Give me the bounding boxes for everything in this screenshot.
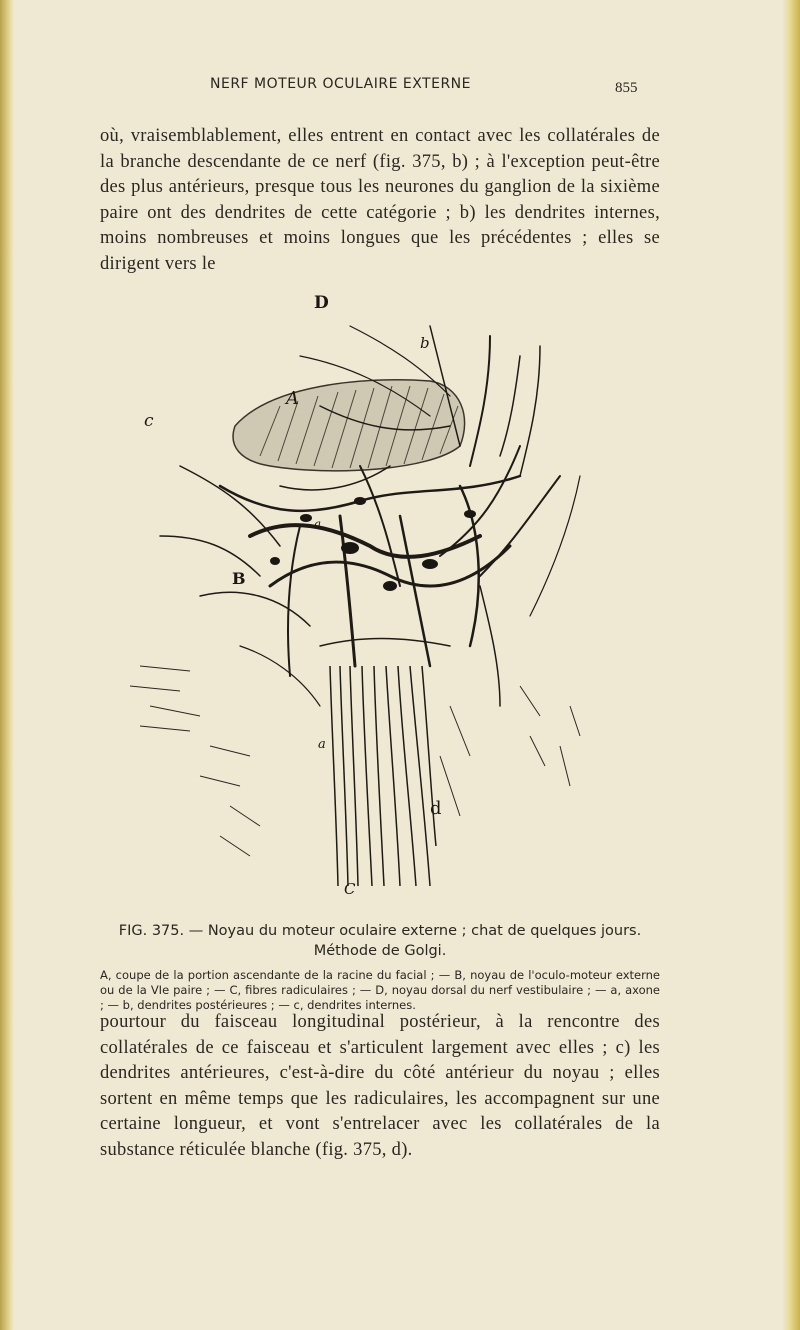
label-D: D [314, 293, 329, 313]
label-d: d [430, 798, 442, 819]
neuron-illustration [100, 286, 660, 906]
golgi-figure [100, 286, 660, 906]
figure-caption-title: FIG. 375. — Noyau du moteur oculaire externe ; chat de quelques jours. Méthode de Golgi. [118, 923, 642, 959]
label-a-upper: a [314, 517, 322, 531]
label-c: c [144, 411, 154, 431]
label-A: A [286, 388, 299, 409]
body-paragraph-bottom: pourtour du faisceau longitudinal postérieur, à la rencontre des collatérales de ce faisceau et s'articulent largement avec elles ; c) les dendrites antérieures, c'est-à-dire du côté antérieur du noyau ; elles sortent en même temps que les radiculaires, les accompagnent sur une certaine longueur, et vont s'entrelacer avec les collatérales de la substance réticulée blanche (fig. 375, d). [100, 1012, 660, 1160]
region-a-outline [233, 380, 465, 471]
reticular-collaterals [130, 666, 580, 856]
body-paragraph-top: où, vraisemblablement, elles entrent en contact avec les collatérales de la branche descendante de ce nerf (fig. 375, b) ; à l'exception peut-être des plus antérieurs, presque tous les neurones du ganglion de la sixième paire ont des dendrites de cette catégorie ; b) les dendrites internes, moins nombreuses et moins longues que les précédentes ; elles se dirigent vers le [100, 126, 660, 274]
figure-caption-legend: A, coupe de la portion ascendante de la racine du facial ; — B, noyau de l'oculo-moteur externe ou de la VIe paire ; — C, fibres radiculaires ; — D, noyau dorsal du nerf vestibulaire ; — a, axone ; — b, dendrites postérieures ; — c, dendrites internes. [100, 968, 660, 1012]
radicular-fibres [330, 666, 436, 886]
label-B: B [232, 569, 246, 588]
label-b: b [420, 334, 430, 352]
label-a-lower: a [318, 737, 326, 752]
label-C: C [344, 880, 356, 898]
page-number: 855 [615, 80, 638, 96]
page-binding-edge [0, 0, 14, 1330]
page-right-edge [782, 0, 800, 1330]
running-title: NERF MOTEUR OCULAIRE EXTERNE [210, 76, 471, 92]
